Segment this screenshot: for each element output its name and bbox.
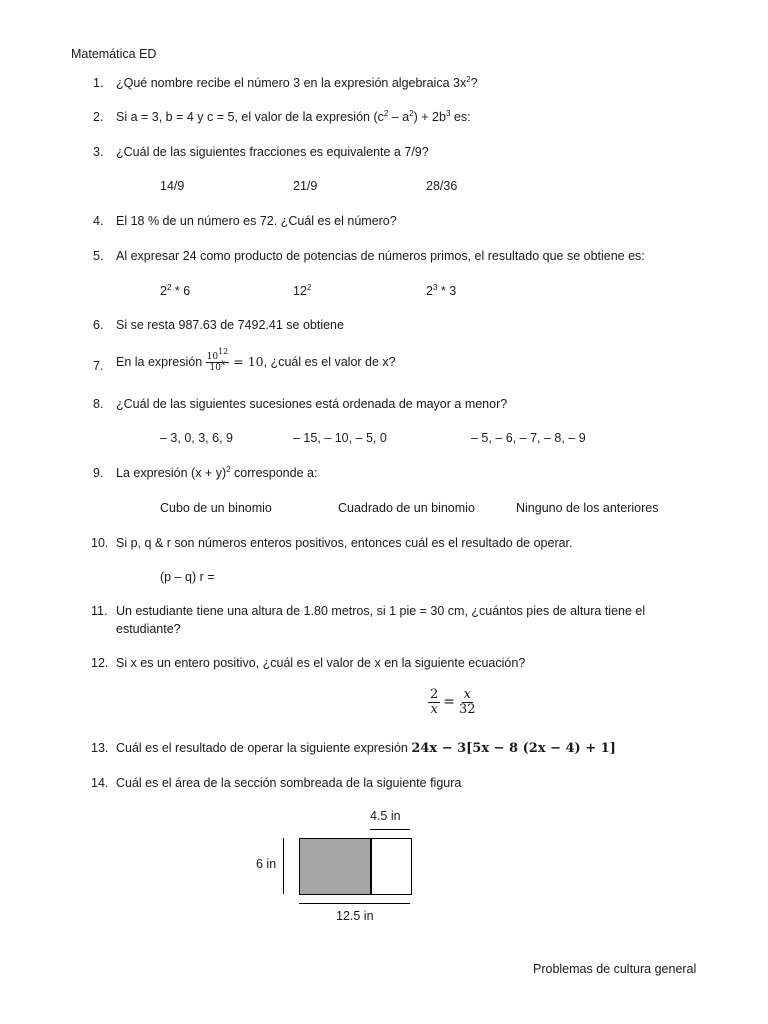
label-top: 4.5 in: [370, 809, 401, 823]
dimension-line-bottom: [299, 903, 410, 904]
question-text: En la expresión $\frac{10^{12}}{10^x}$ = 10, ¿cuál es el valor de x?: [116, 347, 396, 373]
option-a: $2^2 * 6$: [160, 283, 191, 298]
question-text: Cuál es el área de la sección sombreada de la siguiente figura: [116, 776, 462, 790]
question-number: 12.: [91, 656, 109, 670]
shaded-rectangle: [299, 838, 371, 895]
option-a: Cubo de un binomio: [160, 501, 272, 515]
label-left: 6 in: [256, 857, 277, 871]
fraction-left: $\frac{2}{x}$: [430, 687, 439, 717]
question-number: 6.: [93, 318, 104, 332]
dimension-line-left: [283, 838, 284, 894]
question-text: Si a = 3, b = 4 y c = 5, el valor de la expresión $(c^2 - a^2) + 2b^3$ es:: [116, 109, 471, 124]
equation: $\frac{2}{x}$ = $\frac{x}{32}$: [430, 687, 476, 717]
question-number: 13.: [91, 741, 109, 755]
fraction: $\frac{10^{12}}{10^x}$: [206, 347, 229, 373]
question-number: 8.: [93, 397, 104, 411]
question-text-line2: estudiante?: [116, 622, 181, 636]
fraction-right: $\frac{x}{32}$: [459, 687, 476, 717]
question-number: 5.: [93, 249, 104, 263]
option-a: 14/9: [160, 179, 185, 193]
option-a: – 3, 0, 3, 6, 9: [160, 431, 233, 445]
question-text: Si p, q & r son números enteros positivos, entonces cuál es el resultado de operar.: [116, 536, 573, 550]
option-b: – 15, – 10, – 5, 0: [293, 431, 387, 445]
question-text-line1: Un estudiante tiene una altura de 1.80 metros, si 1 pie = 30 cm, ¿cuántos pies de altura tiene el: [116, 604, 646, 618]
question-number: 14.: [91, 776, 109, 790]
option-c: – 5, – 6, – 7, – 8, – 9: [471, 431, 586, 445]
question-text: Si x es un entero positivo, ¿cuál es el valor de x en la siguiente ecuación?: [116, 656, 526, 670]
question-text: ¿Cuál de las siguientes sucesiones está ordenada de mayor a menor?: [116, 397, 508, 411]
option-b: Cuadrado de un binomio: [338, 501, 475, 515]
option-b: $12^2$: [293, 283, 312, 298]
document-footer: Problemas de cultura general: [533, 962, 697, 976]
question-number: 2.: [93, 110, 104, 124]
expression: 24x − 3[5x − 8 (2x − 4) + 1]: [411, 741, 616, 756]
question-number: 11.: [91, 604, 108, 618]
document-header: Matemática ED: [71, 47, 157, 61]
question-text: Al expresar 24 como producto de potencias de números primos, el resultado que se obtiene es:: [116, 249, 645, 263]
question-number: 9.: [93, 466, 104, 480]
dimension-line-top: [370, 829, 410, 830]
question-text: Si se resta 987.63 de 7492.41 se obtiene: [116, 318, 344, 332]
option-b: 21/9: [293, 179, 318, 193]
option-c: 28/36: [426, 179, 458, 193]
label-bottom: 12.5 in: [336, 909, 374, 923]
question-number: 3.: [93, 145, 104, 159]
question-text: La expresión $(x + y)^2$ corresponde a:: [116, 465, 318, 480]
expression: (p – q) r =: [160, 570, 215, 584]
question-number: 7.: [93, 359, 104, 373]
question-number: 1.: [93, 76, 104, 90]
question-number: 10.: [91, 536, 109, 550]
question-text: El 18 % de un número es 72. ¿Cuál es el número?: [116, 214, 397, 228]
question-text: ¿Qué nombre recibe el número 3 en la expresión algebraica $3x^2$?: [116, 75, 478, 90]
option-c: Ninguno de los anteriores: [516, 501, 659, 515]
option-c: $2^3 * 3$: [426, 283, 457, 298]
question-number: 4.: [93, 214, 104, 228]
question-text: Cuál es el resultado de operar la siguiente expresión 24x − 3[5x − 8 (2x − 4) + 1]: [116, 741, 616, 756]
question-text: ¿Cuál de las siguientes fracciones es equivalente a 7/9?: [116, 145, 429, 159]
unshaded-rectangle: [370, 838, 412, 895]
